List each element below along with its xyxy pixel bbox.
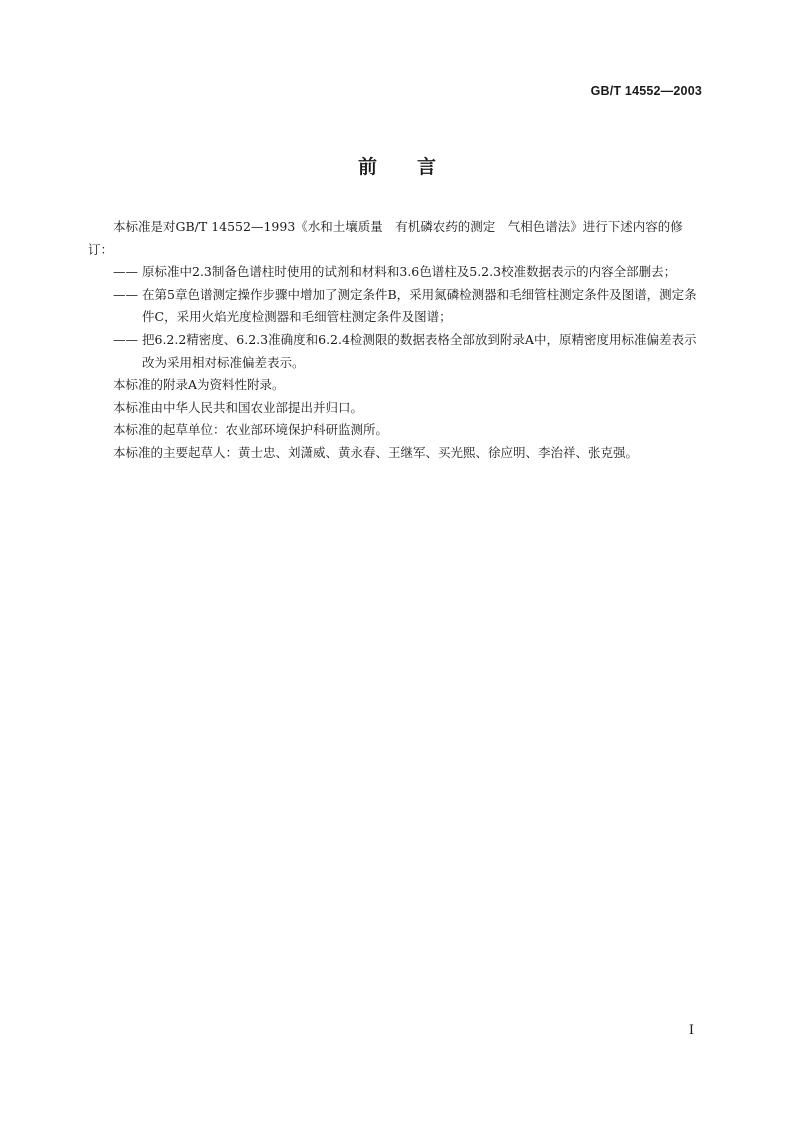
document-body (88, 216, 704, 465)
proposer-note: 本标准由中华人民共和国农业部提出并归口。 (113, 399, 364, 415)
revision-item (88, 261, 704, 284)
item-text: 在第5章色谱测定操作步骤中增加了测定条件B，采用氮磷检测器和毛细管柱测定条件及图谱，测定条件C，采用火焰光度检测器和毛细管柱测定条件及图谱； (142, 286, 697, 325)
item-dash: —— (113, 286, 138, 302)
standard-code: GB/T 14552—2003 (590, 84, 702, 98)
drafters: 本标准的主要起草人：黄士忠、刘潇威、黄永春、王继军、买光熙、徐应明、李治祥、张克强。 (113, 444, 639, 460)
appendix-note: 本标准的附录A为资料性附录。 (113, 377, 285, 393)
drafting-unit: 本标准的起草单位：农业部环境保护科研监测所。 (113, 422, 389, 438)
page-number: I (688, 1023, 694, 1038)
revision-item (88, 329, 704, 374)
item-text: 把6.2.2精密度、6.2.3准确度和6.2.4检测限的数据表格全部放到附录A中，原精密度用标准偏差表示改为采用相对标准偏差表示。 (142, 331, 697, 370)
item-dash: —— (113, 264, 138, 280)
item-text: 原标准中2.3制备色谱柱时使用的试剂和材料和3.6色谱柱及5.2.3校准数据表示的内容全部删去； (142, 264, 677, 280)
page-title: 前言 (357, 156, 476, 178)
item-dash: —— (113, 331, 138, 347)
revision-item (88, 284, 704, 329)
intro-paragraph: 本标准是对GB/T 14552—1993《水和土壤质量 有机磷农药的测定 气相色谱法》进行下述内容的修订： (88, 219, 683, 257)
